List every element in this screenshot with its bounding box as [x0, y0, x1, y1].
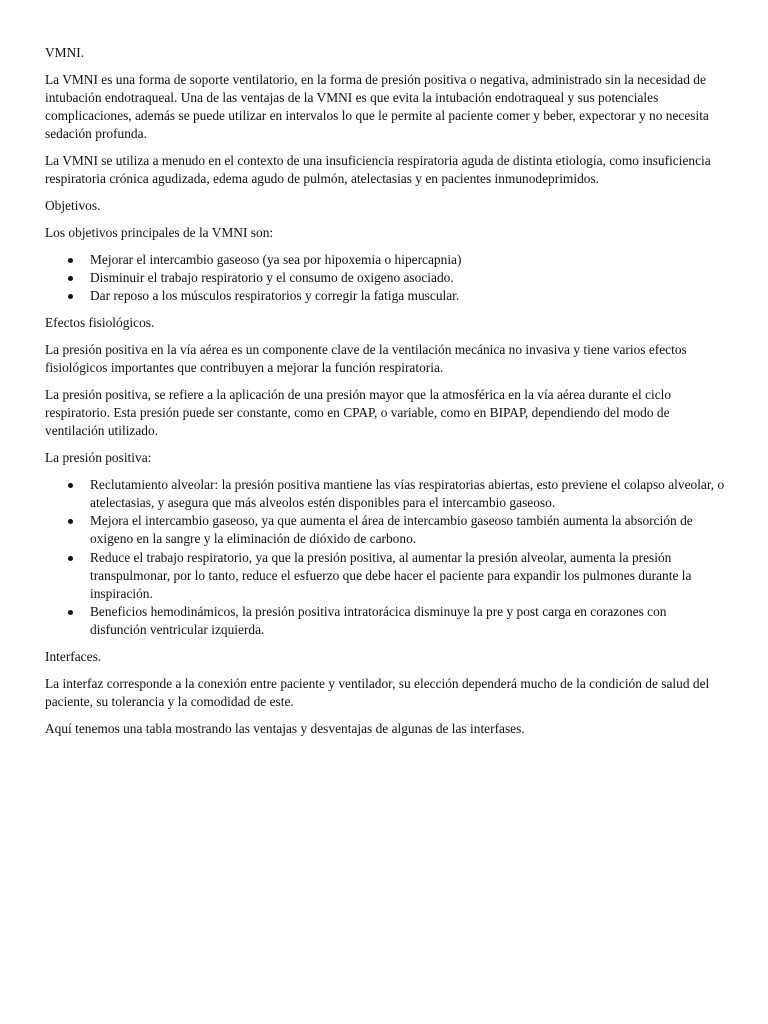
bullet-icon: [68, 556, 73, 561]
list-item-text: Reduce el trabajo respiratorio, ya que la presión positiva, al aumentar la presión alveolar, aumenta la presión transpulmonar, por lo tanto, reduce el esfuerzo que debe hacer el paciente para expandir los pulmones durante la inspiración.: [90, 549, 692, 602]
interfaces-heading: Interfaces.: [45, 649, 102, 665]
list-item: [90, 251, 725, 269]
list-item: [90, 476, 725, 512]
bullet-icon: [68, 276, 73, 281]
interfaces-paragraph-2: Aquí tenemos una tabla mostrando las ventajas y desventajas de algunas de las interfases.: [45, 721, 525, 737]
positive-pressure-heading: La presión positiva:: [45, 450, 152, 465]
document-title: VMNI.: [45, 45, 85, 60]
list-item-text: Mejorar el intercambio gaseoso (ya sea por hipoxemia o hipercapnia): [90, 251, 462, 267]
effects-paragraph-2: La presión positiva, se refiere a la aplicación de una presión mayor que la atmosférica en la vía aérea durante el ciclo respiratorio. Esta presión puede ser constante, como en CPAP, o variable, como en BIPAP, dependiendo del modo de ventilación utilizado.: [45, 386, 672, 439]
list-item: [90, 549, 725, 604]
effects-heading: Efectos fisiológicos.: [45, 315, 155, 330]
list-item-text: Reclutamiento alveolar: la presión positiva mantiene las vías respiratorias abiertas, esto previene el colapso alveolar, o atelectasias, y asegura que más alveolos estén disponibles para el intercambio gaseoso.: [90, 476, 725, 510]
bullet-icon: [68, 258, 73, 263]
intro-paragraph-2: La VMNI se utiliza a menudo en el contexto de una insuficiencia respiratoria aguda de distinta etiología, como insuficiencia respiratoria crónica agudizada, edema agudo de pulmón, atelectasias y en pacientes inmunodeprimidos.: [45, 153, 711, 187]
bullet-icon: [68, 519, 73, 524]
list-item-text: Dar reposo a los músculos respiratorios y corregir la fatiga muscular.: [90, 288, 460, 304]
bullet-icon: [68, 294, 73, 299]
bullet-icon: [68, 610, 73, 615]
bullet-icon: [68, 483, 73, 488]
objectives-intro: Los objetivos principales de la VMNI son:: [45, 225, 274, 240]
list-item: [90, 269, 725, 287]
list-item: [90, 512, 725, 548]
intro-paragraph-1: La VMNI es una forma de soporte ventilatorio, en la forma de presión positiva o negativa, administrado sin la necesidad de intubación endotraqueal. Una de las ventajas de la VMNI es que evita la intubación endotraqueal y sus potenciales complicaciones, además se puede utilizar en intervalos lo que le permite al paciente comer y beber, expectorar y no necesita sedación profunda.: [45, 71, 709, 142]
interfaces-paragraph-1: La interfaz corresponde a la conexión entre paciente y ventilador, su elección dependerá mucho de la condición de salud del paciente, su tolerancia y la comodidad de este.: [45, 676, 710, 710]
list-item-text: Beneficios hemodinámicos, la presión positiva intratorácica disminuye la pre y post carga en corazones con disfunción ventricular izquierda.: [90, 604, 667, 638]
objectives-heading: Objetivos.: [45, 198, 101, 214]
objectives-list: [45, 251, 725, 306]
list-item: [90, 603, 725, 639]
list-item-text: Disminuir el trabajo respiratorio y el consumo de oxigeno asociado.: [90, 270, 454, 285]
list-item: [90, 287, 725, 305]
list-item-text: Mejora el intercambio gaseoso, ya que aumenta el área de intercambio gaseoso también aumenta la absorción de oxigeno en la sangre y la eliminación de dióxido de carbono.: [90, 513, 693, 547]
document-page: [45, 44, 725, 747]
effects-paragraph-1: La presión positiva en la vía aérea es un componente clave de la ventilación mecánica no invasiva y tiene varios efectos fisiológicos importantes que contribuyen a mejorar la función respiratoria.: [45, 341, 687, 375]
positive-pressure-list: [45, 476, 725, 640]
